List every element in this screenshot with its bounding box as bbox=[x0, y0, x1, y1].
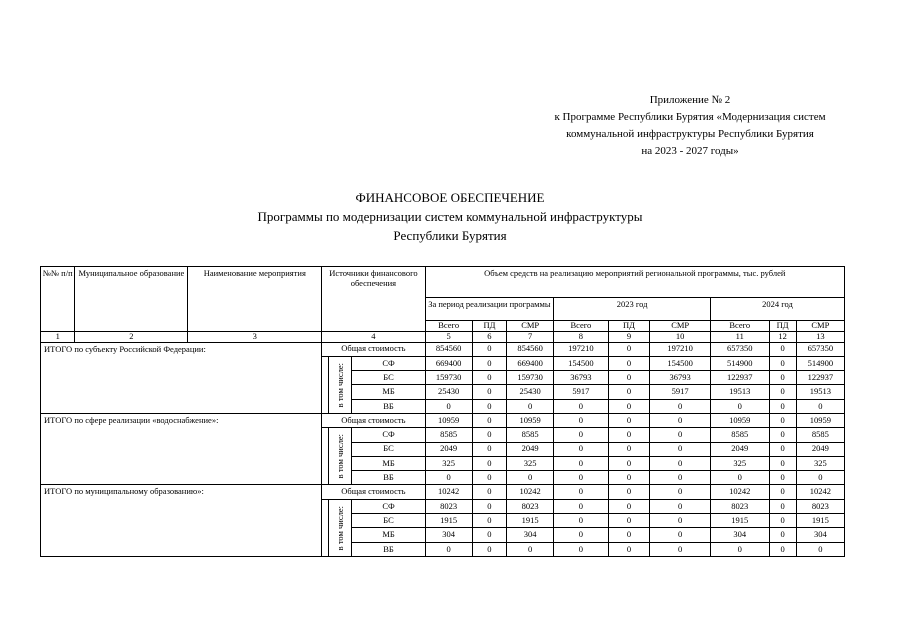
value-cell: 0 bbox=[608, 499, 650, 513]
value-cell: 0 bbox=[710, 471, 769, 485]
value-cell: 159730 bbox=[507, 371, 554, 385]
source-cell: Общая стоимость bbox=[322, 413, 425, 427]
value-cell: 0 bbox=[554, 514, 608, 528]
value-cell: 0 bbox=[608, 428, 650, 442]
value-cell: 10959 bbox=[507, 413, 554, 427]
value-cell: 8585 bbox=[796, 428, 844, 442]
value-cell: 325 bbox=[796, 456, 844, 470]
col-number: 1 bbox=[41, 332, 75, 343]
table-row bbox=[41, 413, 845, 427]
value-cell: 8585 bbox=[425, 428, 472, 442]
value-cell: 0 bbox=[769, 385, 796, 399]
source-cell: ВБ bbox=[352, 399, 425, 413]
group-label: ИТОГО по муниципальному образованию»: bbox=[41, 485, 322, 556]
value-cell: 0 bbox=[608, 542, 650, 556]
document-title bbox=[180, 188, 720, 245]
value-cell: 36793 bbox=[650, 371, 711, 385]
value-cell: 25430 bbox=[425, 385, 472, 399]
value-cell: 0 bbox=[650, 499, 711, 513]
value-cell: 10242 bbox=[710, 485, 769, 499]
header-pd: ПД bbox=[472, 321, 506, 332]
value-cell: 325 bbox=[507, 456, 554, 470]
value-cell: 0 bbox=[608, 399, 650, 413]
value-cell: 0 bbox=[650, 514, 711, 528]
value-cell: 8023 bbox=[507, 499, 554, 513]
in-total-label: в том числе: bbox=[334, 434, 345, 479]
source-cell: БС bbox=[352, 371, 425, 385]
appendix-line: коммунальной инфраструктуры Республики Бурятия bbox=[566, 128, 814, 140]
value-cell: 19513 bbox=[796, 385, 844, 399]
value-cell: 854560 bbox=[507, 342, 554, 356]
header-municipality: Муниципальное образование bbox=[75, 267, 188, 332]
value-cell: 0 bbox=[554, 442, 608, 456]
value-cell: 0 bbox=[769, 428, 796, 442]
value-cell: 1915 bbox=[425, 514, 472, 528]
source-cell: СФ bbox=[352, 356, 425, 370]
value-cell: 0 bbox=[769, 456, 796, 470]
value-cell: 10959 bbox=[796, 413, 844, 427]
table-row bbox=[41, 342, 845, 356]
value-cell: 0 bbox=[796, 471, 844, 485]
col-number: 8 bbox=[554, 332, 608, 343]
appendix-line: Приложение № 2 bbox=[649, 94, 731, 106]
value-cell: 0 bbox=[554, 499, 608, 513]
header-smr: СМР bbox=[650, 321, 711, 332]
value-cell: 514900 bbox=[710, 356, 769, 370]
value-cell: 0 bbox=[769, 371, 796, 385]
value-cell: 1915 bbox=[796, 514, 844, 528]
value-cell: 0 bbox=[769, 514, 796, 528]
value-cell: 0 bbox=[507, 399, 554, 413]
in-total-label-cell bbox=[329, 428, 352, 485]
value-cell: 8023 bbox=[425, 499, 472, 513]
spacer-cell bbox=[322, 499, 329, 556]
value-cell: 0 bbox=[472, 399, 506, 413]
source-cell: МБ bbox=[352, 385, 425, 399]
in-total-label-cell bbox=[329, 356, 352, 413]
value-cell: 0 bbox=[769, 485, 796, 499]
value-cell: 1915 bbox=[710, 514, 769, 528]
value-cell: 669400 bbox=[425, 356, 472, 370]
value-cell: 0 bbox=[650, 456, 711, 470]
value-cell: 10959 bbox=[710, 413, 769, 427]
value-cell: 0 bbox=[769, 356, 796, 370]
value-cell: 197210 bbox=[554, 342, 608, 356]
value-cell: 0 bbox=[769, 442, 796, 456]
value-cell: 122937 bbox=[796, 371, 844, 385]
value-cell: 10242 bbox=[507, 485, 554, 499]
value-cell: 657350 bbox=[710, 342, 769, 356]
value-cell: 2049 bbox=[425, 442, 472, 456]
col-number: 10 bbox=[650, 332, 711, 343]
value-cell: 0 bbox=[425, 399, 472, 413]
value-cell: 0 bbox=[650, 399, 711, 413]
value-cell: 0 bbox=[769, 542, 796, 556]
value-cell: 1915 bbox=[507, 514, 554, 528]
col-number: 3 bbox=[188, 332, 322, 343]
header-smr: СМР bbox=[796, 321, 844, 332]
appendix-line: на 2023 - 2027 годы» bbox=[641, 145, 739, 157]
value-cell: 2049 bbox=[796, 442, 844, 456]
value-cell: 2049 bbox=[507, 442, 554, 456]
source-cell: МБ bbox=[352, 456, 425, 470]
value-cell: 325 bbox=[710, 456, 769, 470]
value-cell: 0 bbox=[608, 413, 650, 427]
header-total: Всего bbox=[425, 321, 472, 332]
value-cell: 0 bbox=[507, 542, 554, 556]
value-cell: 0 bbox=[472, 514, 506, 528]
value-cell: 0 bbox=[650, 542, 711, 556]
value-cell: 8023 bbox=[796, 499, 844, 513]
header-smr: СМР bbox=[507, 321, 554, 332]
value-cell: 0 bbox=[554, 542, 608, 556]
header-sources: Источники финансового обеспечения bbox=[322, 267, 425, 332]
value-cell: 0 bbox=[769, 342, 796, 356]
source-cell: МБ bbox=[352, 528, 425, 542]
value-cell: 0 bbox=[608, 342, 650, 356]
value-cell: 0 bbox=[650, 485, 711, 499]
value-cell: 0 bbox=[769, 471, 796, 485]
value-cell: 0 bbox=[650, 428, 711, 442]
col-number: 13 bbox=[796, 332, 844, 343]
value-cell: 0 bbox=[554, 428, 608, 442]
value-cell: 514900 bbox=[796, 356, 844, 370]
header-event: Наименование мероприятия bbox=[188, 267, 322, 332]
value-cell: 0 bbox=[769, 499, 796, 513]
value-cell: 8585 bbox=[507, 428, 554, 442]
value-cell: 0 bbox=[472, 442, 506, 456]
header-year-2023: 2023 год bbox=[554, 298, 711, 321]
value-cell: 0 bbox=[472, 428, 506, 442]
value-cell: 0 bbox=[769, 528, 796, 542]
spacer-cell bbox=[322, 356, 329, 413]
table-row bbox=[41, 485, 845, 499]
value-cell: 0 bbox=[608, 371, 650, 385]
group-label: ИТОГО по субъекту Российской Федерации: bbox=[41, 342, 322, 413]
value-cell: 304 bbox=[425, 528, 472, 542]
source-cell: Общая стоимость bbox=[322, 342, 425, 356]
value-cell: 36793 bbox=[554, 371, 608, 385]
value-cell: 2049 bbox=[710, 442, 769, 456]
value-cell: 854560 bbox=[425, 342, 472, 356]
value-cell: 0 bbox=[472, 356, 506, 370]
value-cell: 154500 bbox=[554, 356, 608, 370]
value-cell: 0 bbox=[472, 456, 506, 470]
value-cell: 0 bbox=[608, 471, 650, 485]
value-cell: 154500 bbox=[650, 356, 711, 370]
value-cell: 0 bbox=[554, 528, 608, 542]
value-cell: 0 bbox=[608, 485, 650, 499]
source-cell: СФ bbox=[352, 499, 425, 513]
value-cell: 0 bbox=[710, 542, 769, 556]
col-number: 4 bbox=[322, 332, 425, 343]
value-cell: 10242 bbox=[796, 485, 844, 499]
in-total-label-cell bbox=[329, 499, 352, 556]
appendix-line: к Программе Республики Бурятия «Модернизация систем bbox=[554, 111, 826, 123]
value-cell: 19513 bbox=[710, 385, 769, 399]
value-cell: 0 bbox=[608, 456, 650, 470]
value-cell: 0 bbox=[472, 485, 506, 499]
value-cell: 0 bbox=[472, 342, 506, 356]
source-cell: ВБ bbox=[352, 542, 425, 556]
value-cell: 0 bbox=[650, 471, 711, 485]
value-cell: 122937 bbox=[710, 371, 769, 385]
value-cell: 304 bbox=[796, 528, 844, 542]
value-cell: 0 bbox=[472, 499, 506, 513]
value-cell: 10959 bbox=[425, 413, 472, 427]
source-cell: Общая стоимость bbox=[322, 485, 425, 499]
value-cell: 0 bbox=[608, 442, 650, 456]
value-cell: 5917 bbox=[650, 385, 711, 399]
header-year-2024: 2024 год bbox=[710, 298, 844, 321]
value-cell: 0 bbox=[650, 442, 711, 456]
value-cell: 0 bbox=[554, 471, 608, 485]
value-cell: 0 bbox=[554, 413, 608, 427]
header-period-total: За период реализации программы bbox=[425, 298, 554, 321]
col-number: 7 bbox=[507, 332, 554, 343]
value-cell: 669400 bbox=[507, 356, 554, 370]
value-cell: 0 bbox=[608, 385, 650, 399]
value-cell: 0 bbox=[472, 371, 506, 385]
value-cell: 0 bbox=[472, 471, 506, 485]
col-number: 6 bbox=[472, 332, 506, 343]
value-cell: 0 bbox=[650, 528, 711, 542]
value-cell: 0 bbox=[425, 542, 472, 556]
value-cell: 0 bbox=[425, 471, 472, 485]
value-cell: 325 bbox=[425, 456, 472, 470]
financing-table bbox=[40, 266, 845, 557]
value-cell: 0 bbox=[769, 399, 796, 413]
value-cell: 0 bbox=[507, 471, 554, 485]
title-line: Программы по модернизации систем коммунальной инфраструктуры bbox=[257, 209, 643, 224]
value-cell: 0 bbox=[472, 385, 506, 399]
header-pd: ПД bbox=[769, 321, 796, 332]
value-cell: 8585 bbox=[710, 428, 769, 442]
value-cell: 10242 bbox=[425, 485, 472, 499]
source-cell: СФ bbox=[352, 428, 425, 442]
column-number-row bbox=[41, 332, 845, 343]
value-cell: 0 bbox=[608, 356, 650, 370]
value-cell: 304 bbox=[710, 528, 769, 542]
source-cell: ВБ bbox=[352, 471, 425, 485]
col-number: 12 bbox=[769, 332, 796, 343]
value-cell: 8023 bbox=[710, 499, 769, 513]
value-cell: 0 bbox=[472, 528, 506, 542]
value-cell: 5917 bbox=[554, 385, 608, 399]
title-line: Республики Бурятия bbox=[393, 228, 507, 243]
value-cell: 0 bbox=[472, 542, 506, 556]
value-cell: 197210 bbox=[650, 342, 711, 356]
appendix-header bbox=[480, 92, 900, 160]
source-cell: БС bbox=[352, 442, 425, 456]
value-cell: 0 bbox=[554, 456, 608, 470]
title-line: ФИНАНСОВОЕ ОБЕСПЕЧЕНИЕ bbox=[355, 190, 545, 205]
value-cell: 0 bbox=[650, 413, 711, 427]
value-cell: 304 bbox=[507, 528, 554, 542]
header-volume: Объем средств на реализацию мероприятий региональной программы, тыс. рублей bbox=[425, 267, 844, 298]
value-cell: 0 bbox=[608, 528, 650, 542]
value-cell: 0 bbox=[608, 514, 650, 528]
value-cell: 0 bbox=[554, 399, 608, 413]
header-total: Всего bbox=[554, 321, 608, 332]
source-cell: БС bbox=[352, 514, 425, 528]
header-total: Всего bbox=[710, 321, 769, 332]
value-cell: 0 bbox=[554, 485, 608, 499]
header-pd: ПД bbox=[608, 321, 650, 332]
value-cell: 0 bbox=[710, 399, 769, 413]
in-total-label: в том числе: bbox=[334, 505, 345, 551]
value-cell: 657350 bbox=[796, 342, 844, 356]
spacer-cell bbox=[322, 428, 329, 485]
col-number: 5 bbox=[425, 332, 472, 343]
value-cell: 0 bbox=[769, 413, 796, 427]
col-number: 9 bbox=[608, 332, 650, 343]
header-num: №№ п/п bbox=[41, 267, 75, 332]
in-total-label: в том числе: bbox=[334, 362, 345, 408]
value-cell: 159730 bbox=[425, 371, 472, 385]
col-number: 2 bbox=[75, 332, 188, 343]
value-cell: 0 bbox=[472, 413, 506, 427]
value-cell: 0 bbox=[796, 542, 844, 556]
group-label: ИТОГО по сфере реализации «водоснабжение»: bbox=[41, 413, 322, 484]
value-cell: 25430 bbox=[507, 385, 554, 399]
value-cell: 0 bbox=[796, 399, 844, 413]
col-number: 11 bbox=[710, 332, 769, 343]
